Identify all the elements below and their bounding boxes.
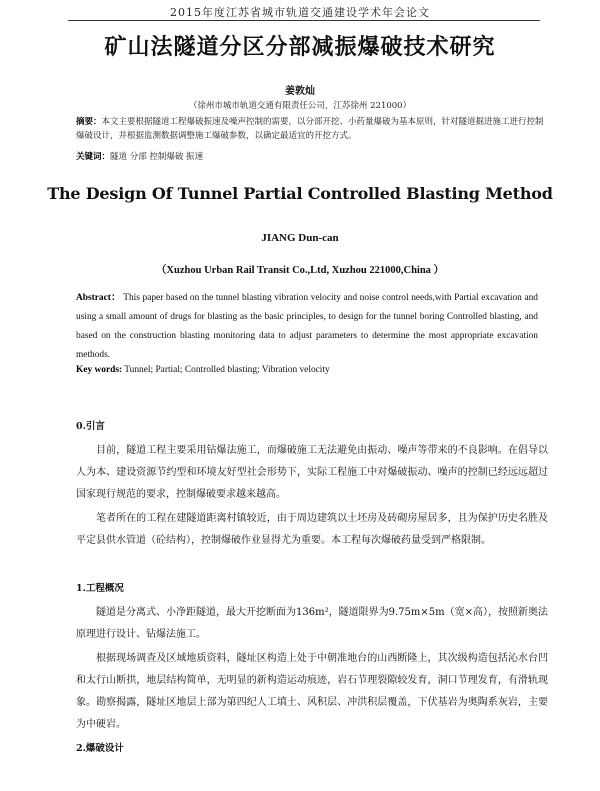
english-author: JIANG Dun-can xyxy=(261,232,339,244)
english-keywords-text: Tunnel; Partial; Controlled blasting; Vibration velocity xyxy=(124,365,330,375)
english-keywords-label: Key words: xyxy=(76,365,123,375)
section-0-paragraph-1: 目前，隧道工程主要采用钻爆法施工，而爆破施工无法避免由振动、噪声等带来的不良影响。在倡导以人为本、建设资源节约型和环境友好型社会形势下，实际工程施工中对爆破振动、噪声的控制已经远远超过国家现行规范的要求，控制爆破要求越来越高。 xyxy=(76,445,548,500)
chinese-abstract-label: 摘要： xyxy=(76,117,102,127)
chinese-abstract xyxy=(76,115,548,143)
section-1-heading: 1.工程概况 xyxy=(76,583,124,594)
section-1-paragraph-2: 根据现场调查及区域地质资料，隧址区构造上处于中朝准地台的山西断隆上，其次级构造包括沁水台凹和太行山断拱，地层结构简单，无明显的新构造运动痕迹，岩石节理裂隙较发育，洞口节理发育，有滑轨现象。勘察揭露，隧址区地层上部为第四纪人工填土、风积层、冲洪积层覆盖，下伏基岩为奥陶系灰岩，主要为中硬岩。 xyxy=(76,653,548,730)
section-0-heading: 0.引言 xyxy=(76,421,105,432)
english-abstract-text: This paper based on the tunnel blasting vibration velocity and noise control needs,with Partial excavation and using a small amount of drugs for blasting as the basic principles, to design for the tunnel boring Controlled blasting, and based on the construction blasting monitoring data to adjust parameters to determine the most appropriate excavation methods. xyxy=(76,293,538,360)
section-0-paragraph-2: 笔者所在的工程在建隧道距离村镇较近，由于周边建筑以土坯房及砖砌房屋居多，且为保护历史名胜及平定县供水管道（砼结构），控制爆破作业显得尤为重要。本工程每次爆破药量受到严格限制。 xyxy=(76,513,548,546)
section-2-heading: 2.爆破设计 xyxy=(76,743,124,754)
chinese-keywords-label: 关键词： xyxy=(76,152,111,162)
chinese-author: 姜敦灿 xyxy=(285,86,315,97)
english-abstract xyxy=(76,289,538,365)
chinese-title: 矿山法隧道分区分部减振爆破技术研究 xyxy=(104,34,496,60)
section-1-paragraph-1: 隧道是分离式、小净距隧道，最大开挖断面为136m²，隧道限界为9.75m×5m（宽×高），按照新奥法原理进行设计、钻爆法施工。 xyxy=(76,607,548,640)
chinese-affiliation: （徐州市城市轨道交通有限责任公司，江苏徐州 221000） xyxy=(188,101,412,111)
chinese-abstract-text: 本文主要根据隧道工程爆破振速及噪声控制的需要，以分部开挖、小药量爆破为基本原则，针对隧道掘进施工进行控制爆破设计，并根据监测数据调整施工爆破参数，以确定最适宜的开挖方式。 xyxy=(76,117,544,141)
chinese-keywords xyxy=(76,150,548,162)
english-keywords xyxy=(76,365,538,375)
header-rule xyxy=(68,20,540,21)
running-header: 2015年度江苏省城市轨道交通建设学术年会论文 xyxy=(170,6,430,19)
english-title: The Design Of Tunnel Partial Controlled Blasting Method xyxy=(47,184,553,203)
english-abstract-label: Abstract： xyxy=(76,293,121,303)
english-affiliation: （Xuzhou Urban Rail Transit Co.,Ltd, Xuzhou 221000,China ） xyxy=(155,265,445,276)
chinese-keywords-text: 隧道 分部 控制爆破 振速 xyxy=(110,152,204,162)
